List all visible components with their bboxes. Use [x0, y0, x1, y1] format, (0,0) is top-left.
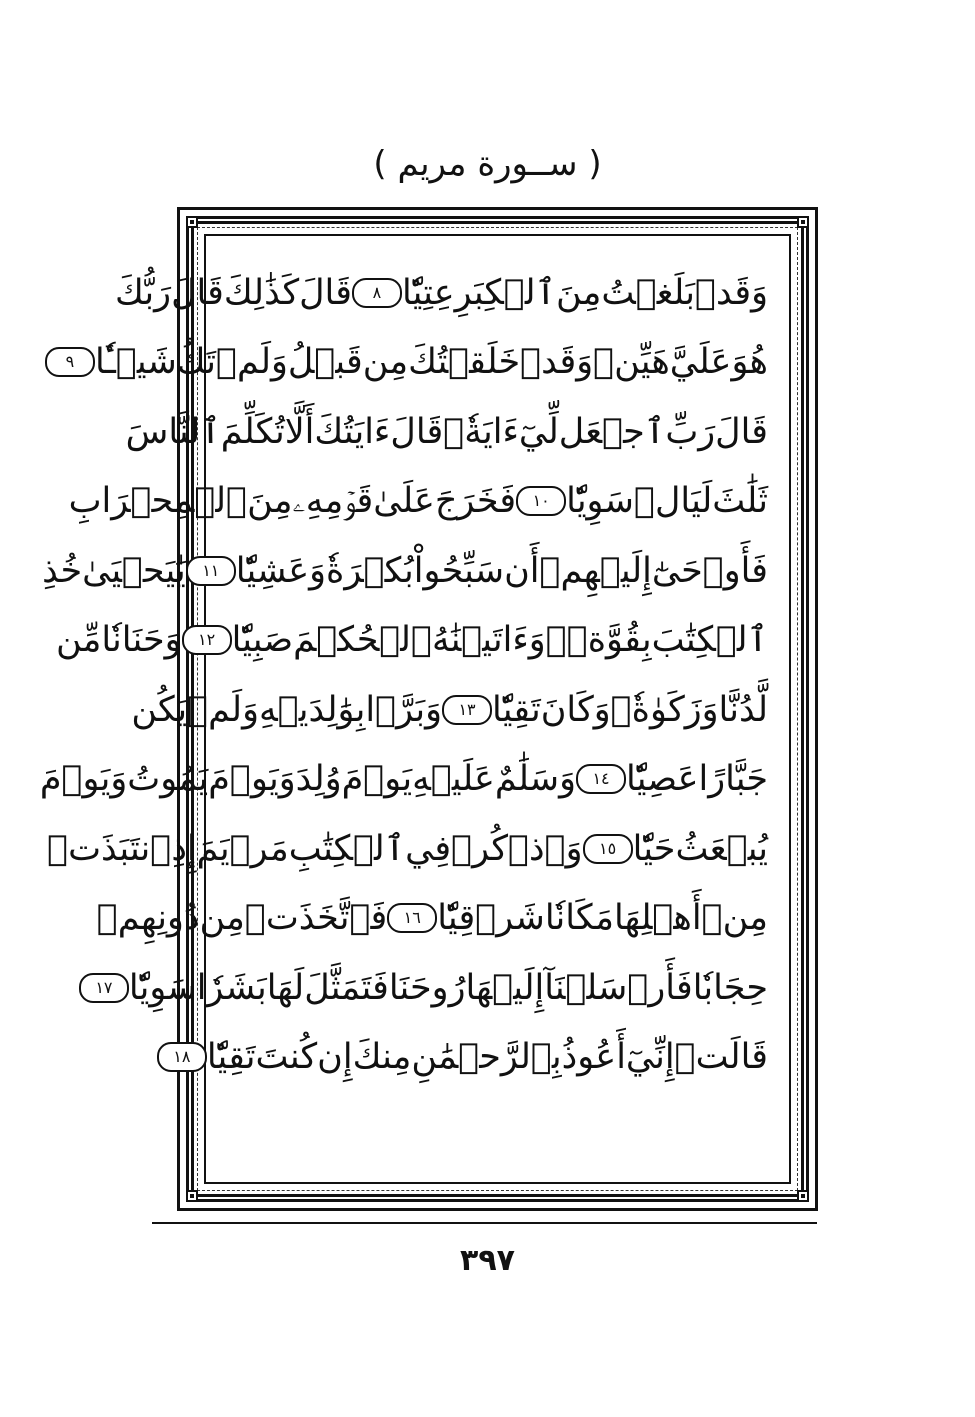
verse-word: هُوَ — [731, 342, 768, 383]
verse-word: قَوۡمِهِۦ — [292, 481, 374, 522]
verse-word: ٱنتَبَذَتۡ — [47, 828, 172, 869]
verse-word: بِوَٰلِدَيۡهِ — [258, 689, 366, 730]
verse-word: فَخَرَجَ — [434, 481, 517, 522]
verse-word: قَالَ — [390, 411, 444, 452]
verse-word: مِن — [362, 342, 409, 383]
verse-word: وَلَمۡ — [187, 689, 259, 730]
verse-word: سَوِيّٗا — [566, 481, 634, 522]
verse-word: شَرۡقِيّٗا — [437, 898, 545, 939]
quran-text — [39, 258, 768, 1092]
verse-word: يَكُن — [131, 689, 188, 730]
verse-word: فَٱتَّخَذَتۡ — [244, 898, 388, 939]
ayah-number-marker: ٩ — [45, 347, 95, 377]
verse-word: إِنِّيٓ — [625, 1037, 675, 1078]
verse-word: إِن — [317, 1037, 353, 1078]
corner-ornament-icon — [797, 216, 809, 228]
verse-line — [56, 606, 768, 676]
verse-word: ٱلۡمِحۡرَابِ — [68, 481, 248, 522]
verse-word: مِن — [199, 898, 245, 939]
verse-word: قَالَ — [171, 272, 224, 313]
verse-word: كُنتَ — [255, 1037, 318, 1078]
verse-word: عِتِيّٗا — [401, 272, 455, 313]
verse-line — [47, 814, 768, 884]
verse-word: أَعُوذُ — [561, 1037, 626, 1078]
verse-word: ثَلَٰثَ — [712, 481, 768, 522]
verse-word: بِقُوَّةٖۖ — [545, 620, 652, 661]
ayah-number-marker: ١٦ — [387, 903, 437, 933]
verse-word: عَصِيّٗا — [626, 759, 699, 800]
verse-word: دُونِهِمۡ — [96, 898, 200, 939]
verse-word: أَلَّا — [284, 411, 315, 452]
verse-word: حِجَابٗا — [692, 967, 768, 1008]
verse-word: فَأَوۡحَىٰٓ — [651, 550, 768, 591]
verse-word: أَن — [504, 550, 540, 591]
verse-word: ٱلۡحُكۡمَ — [293, 620, 432, 661]
verse-line — [96, 884, 768, 954]
verse-word: مِّن — [56, 620, 102, 661]
verse-word: عَلَيَّ — [669, 342, 732, 383]
verse-word: سَبِّحُواْ — [413, 550, 505, 591]
verse-word: ٱلۡكِبَرِ — [454, 272, 556, 313]
verse-word: قَبۡلُ — [287, 342, 363, 383]
ayah-number-marker: ١٢ — [182, 625, 232, 655]
ayah-number-marker: ٨ — [352, 278, 402, 308]
verse-word: أَهۡلِهَا — [614, 898, 702, 939]
verse-word: فَأَرۡسَلۡنَآ — [544, 967, 693, 1008]
ayah-number-marker: ١٣ — [442, 695, 492, 725]
verse-word: لِّيٓ — [518, 411, 559, 452]
verse-word: جَبَّارًا — [698, 759, 768, 800]
verse-word: ٱلۡكِتَٰبَ — [651, 620, 768, 661]
verse-word: ٱجۡعَل — [558, 411, 666, 452]
verse-word: وُلِدَ — [295, 759, 342, 800]
verse-line — [65, 328, 768, 398]
verse-line — [125, 397, 768, 467]
verse-word: إِذِ — [171, 828, 197, 869]
verse-word: شَيۡـٔٗا — [94, 342, 177, 383]
verse-word: مِنَ — [247, 481, 293, 522]
verse-word: رَبُّكَ — [114, 272, 172, 313]
verse-word: وَسَلَٰمٌ — [494, 759, 577, 800]
verse-word: وَءَاتَيۡنَٰهُ — [431, 620, 546, 661]
verse-word: لَّدُنَّا — [718, 689, 768, 730]
verse-word: ٱلۡكِتَٰبِ — [288, 828, 406, 869]
verse-line — [131, 675, 768, 745]
verse-word: قَالَتۡ — [674, 1037, 768, 1078]
verse-word: ءَايَةٗۚ — [443, 411, 519, 452]
verse-word: حَيّٗا — [632, 828, 676, 869]
verse-word: تُكَلِّمَ — [220, 411, 285, 452]
ayah-number-marker: ١٠ — [516, 486, 566, 516]
verse-word: يَمُوتُ — [127, 759, 209, 800]
verse-word: بَشَرٗا — [196, 967, 267, 1008]
verse-word: قَالَ — [715, 411, 768, 452]
ayah-number-marker: ١٤ — [576, 764, 626, 794]
corner-ornament-icon — [186, 216, 198, 228]
verse-word: رُوحَنَا — [388, 967, 466, 1008]
verse-line — [39, 745, 768, 815]
verse-word: وَكَانَ — [540, 689, 611, 730]
verse-word: وَلَمۡ — [216, 342, 288, 383]
verse-word: إِلَيۡهَا — [465, 967, 545, 1008]
verse-line — [42, 536, 768, 606]
verse-word: مَكَانٗا — [544, 898, 615, 939]
verse-word: مِنَ — [556, 272, 602, 313]
verse-line — [173, 1023, 768, 1093]
verse-word: وَزَكَوٰةٗۖ — [610, 689, 719, 730]
verse-word: كَذَٰلِكَ — [223, 272, 300, 313]
ayah-number-marker: ١٥ — [583, 834, 633, 864]
verse-word: مِنۡ — [701, 898, 768, 939]
verse-word: بِٱلرَّحۡمَٰنِ — [411, 1037, 562, 1078]
verse-word: سَوِيّٗا — [128, 967, 197, 1008]
verse-word: لَيَالٖ — [633, 481, 713, 522]
verse-line — [68, 467, 768, 537]
verse-word: رَبِّ — [665, 411, 716, 452]
verse-word: صَبِيّٗا — [231, 620, 294, 661]
ayah-number-marker: ١٨ — [157, 1042, 207, 1072]
verse-word: وَقَدۡ — [694, 272, 768, 313]
verse-word: مَرۡيَمَ — [196, 828, 289, 869]
verse-word: عَلَىٰ — [373, 481, 435, 522]
verse-word: خَلَقۡتُكَ — [408, 342, 521, 383]
page-number: ٣٩٧ — [460, 1243, 515, 1278]
verse-word: وَيَوۡمَ — [39, 759, 128, 800]
verse-word: هَيِّنٞ — [593, 342, 670, 383]
verse-word: إِلَيۡهِمۡ — [539, 550, 652, 591]
verse-word: بَلَغۡتُ — [601, 272, 695, 313]
bottom-rule — [152, 1222, 817, 1224]
verse-word: خُذِ — [42, 550, 83, 591]
surah-header: ( ســورة مريم ) — [373, 144, 602, 184]
ayah-number-marker: ١٧ — [79, 973, 129, 1003]
verse-word: قَالَ — [299, 272, 352, 313]
verse-word: فَتَمَثَّلَ — [304, 967, 389, 1008]
verse-word: ءَايَتُكَ — [314, 411, 391, 452]
verse-word: مِنكَ — [352, 1037, 412, 1078]
ayah-number-marker: ١١ — [186, 556, 236, 586]
verse-word: يُبۡعَثُ — [675, 828, 768, 869]
corner-ornament-icon — [186, 1190, 198, 1202]
corner-ornament-icon — [797, 1190, 809, 1202]
verse-word: لَهَا — [266, 967, 305, 1008]
verse-word: بُكۡرَةٗ — [326, 550, 414, 591]
verse-word: وَبَرَّۢا — [365, 689, 443, 730]
verse-word: تَقِيّٗا — [206, 1037, 256, 1078]
verse-word: تَقِيّٗا — [492, 689, 541, 730]
verse-word: يَوۡمَ — [341, 759, 413, 800]
verse-word: تَكُ — [176, 342, 217, 383]
verse-word: وَحَنَانٗا — [101, 620, 182, 661]
verse-word: فِي — [405, 828, 452, 869]
verse-word: وَعَشِيّٗا — [235, 550, 327, 591]
verse-word: يَٰيَحۡيَىٰ — [82, 550, 186, 591]
verse-word: عَلَيۡهِ — [412, 759, 495, 800]
verse-line — [95, 953, 768, 1023]
verse-word: ٱلنَّاسَ — [125, 411, 221, 452]
verse-word: وَقَدۡ — [520, 342, 594, 383]
verse-line — [114, 258, 768, 328]
verse-word: وَيَوۡمَ — [208, 759, 296, 800]
verse-word: وَٱذۡكُرۡ — [451, 828, 583, 869]
